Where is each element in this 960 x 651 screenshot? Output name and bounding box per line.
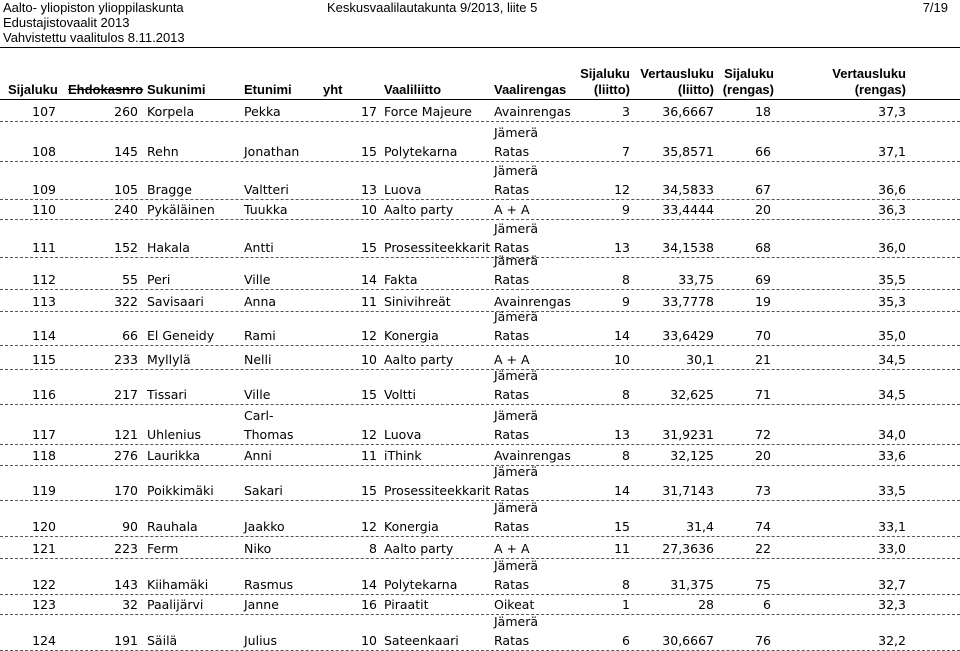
col-header-etunimi: Etunimi [244, 82, 292, 97]
cell-sijaluku-rengas: 71 [755, 387, 771, 402]
cell-vertausluku-liitto: 32,125 [670, 448, 714, 463]
cell-vaaliliitto: Aalto party [384, 352, 454, 367]
cell-yht: 15 [361, 483, 377, 498]
cell-yht: 11 [361, 294, 377, 309]
cell-etunimi: Anna [244, 294, 277, 309]
cell-sijaluku-rengas: 69 [755, 272, 771, 287]
cell-sijaluku-liitto: 11 [614, 541, 630, 556]
cell-sijaluku: 121 [32, 541, 56, 556]
row-divider [0, 369, 960, 370]
col-header-vertausluku-rengas-sub: (rengas) [854, 82, 906, 97]
row-divider [0, 161, 960, 162]
cell-sukunimi: Hakala [147, 240, 190, 255]
cell-sijaluku: 108 [32, 144, 56, 159]
cell-etunimi: Jaakko [244, 519, 285, 534]
cell-yht: 12 [361, 519, 377, 534]
cell-sijaluku-liitto: 6 [622, 633, 630, 648]
cell-etunimi: Nelli [244, 352, 272, 367]
cell-sijaluku: 117 [32, 427, 56, 442]
cell-sijaluku: 123 [32, 597, 56, 612]
row-divider [0, 257, 960, 258]
cell-vaalirengas: Ratas [494, 577, 530, 592]
cell-vertausluku-rengas: 33,1 [878, 519, 906, 534]
cell-ehdokasnro: 170 [114, 483, 138, 498]
col-header-vaalirengas: Vaalirengas [494, 82, 567, 97]
cell-vaalirengas: A + A [494, 352, 530, 367]
cell-sijaluku-liitto: 9 [622, 202, 630, 217]
cell-yht: 14 [361, 272, 377, 287]
cell-sukunimi: Laurikka [147, 448, 201, 463]
cell-vertausluku-rengas: 35,5 [878, 272, 906, 287]
cell-vertausluku-liitto: 31,375 [670, 577, 714, 592]
cell-vaalirengas: Ratas [494, 272, 530, 287]
cell-sijaluku-rengas: 76 [755, 633, 771, 648]
cell-yht: 15 [361, 144, 377, 159]
cell-vaalirengas: Oikeat [494, 597, 535, 612]
cell-vertausluku-rengas: 36,3 [878, 202, 906, 217]
cell-sijaluku-liitto: 8 [622, 448, 630, 463]
cell-sijaluku: 111 [32, 240, 56, 255]
cell-sijaluku-rengas: 74 [755, 519, 771, 534]
cell-sijaluku: 120 [32, 519, 56, 534]
row-divider [0, 614, 960, 615]
cell-sijaluku-rengas: 67 [755, 182, 771, 197]
cell-vaaliliitto: Polytekarna [384, 577, 458, 592]
cell-sijaluku: 118 [32, 448, 56, 463]
cell-sijaluku-rengas: 18 [755, 104, 771, 119]
cell-yht: 8 [369, 541, 377, 556]
cell-ehdokasnro: 121 [114, 427, 138, 442]
cell-ehdokasnro: 90 [122, 519, 138, 534]
cell-etunimi: Julius [244, 633, 277, 648]
cell-ehdokasnro: 191 [114, 633, 138, 648]
cell-vaalirengas: Jämerä [494, 558, 539, 573]
cell-vaalirengas: Ratas [494, 240, 530, 255]
cell-vertausluku-liitto: 33,6429 [662, 328, 714, 343]
cell-sijaluku-liitto: 12 [614, 182, 630, 197]
organization-name: Aalto- yliopiston ylioppilaskunta [3, 0, 184, 15]
row-divider [0, 444, 960, 445]
cell-vaalirengas: Ratas [494, 519, 530, 534]
cell-etunimi: Ville [244, 272, 271, 287]
cell-sijaluku-rengas: 73 [755, 483, 771, 498]
cell-vertausluku-rengas: 37,3 [878, 104, 906, 119]
row-divider [0, 465, 960, 466]
cell-etunimi: Tuukka [244, 202, 288, 217]
cell-sukunimi: Bragge [147, 182, 192, 197]
cell-ehdokasnro: 223 [114, 541, 138, 556]
cell-vaalirengas: Ratas [494, 144, 530, 159]
cell-sijaluku: 122 [32, 577, 56, 592]
cell-sijaluku-rengas: 75 [755, 577, 771, 592]
cell-vertausluku-rengas: 34,5 [878, 387, 906, 402]
cell-vaalirengas: Ratas [494, 633, 530, 648]
cell-sijaluku: 112 [32, 272, 56, 287]
cell-yht: 17 [361, 104, 377, 119]
cell-vaaliliitto: Sateenkaari [384, 633, 459, 648]
cell-sukunimi: Säilä [147, 633, 178, 648]
cell-sijaluku-rengas: 70 [755, 328, 771, 343]
cell-vertausluku-liitto: 34,5833 [662, 182, 714, 197]
col-header-sijaluku-rengas: Sijaluku [724, 66, 774, 81]
cell-yht: 10 [361, 352, 377, 367]
cell-yht: 10 [361, 202, 377, 217]
cell-sukunimi: Myllylä [147, 352, 191, 367]
cell-vertausluku-liitto: 31,9231 [662, 427, 714, 442]
col-header-vertausluku-liitto-sub: (liitto) [677, 82, 714, 97]
cell-ehdokasnro: 145 [114, 144, 138, 159]
cell-etunimi: Rasmus [244, 577, 294, 592]
cell-sukunimi: Rauhala [147, 519, 198, 534]
cell-vaaliliitto: Luova [384, 427, 422, 442]
cell-ehdokasnro: 260 [114, 104, 138, 119]
cell-ehdokasnro: 152 [114, 240, 138, 255]
row-divider [0, 121, 960, 122]
cell-vaaliliitto: Piraatit [384, 597, 429, 612]
cell-etunimi: Sakari [244, 483, 283, 498]
cell-vaaliliitto: Prosessiteekkarit [384, 483, 491, 498]
cell-sijaluku-liitto: 8 [622, 387, 630, 402]
row-divider [0, 558, 960, 559]
cell-vaaliliitto: Voltti [384, 387, 416, 402]
row-divider [0, 500, 960, 501]
cell-ehdokasnro: 240 [114, 202, 138, 217]
cell-vaaliliitto: Prosessiteekkarit [384, 240, 491, 255]
cell-sukunimi: Uhlenius [147, 427, 202, 442]
cell-ehdokasnro: 66 [122, 328, 138, 343]
cell-sijaluku-liitto: 15 [614, 519, 630, 534]
cell-sukunimi: Ferm [147, 541, 179, 556]
cell-sijaluku-liitto: 1 [622, 597, 630, 612]
col-header-ehdokasnro: Ehdokasnro [68, 82, 144, 97]
cell-sukunimi: Peri [147, 272, 171, 287]
cell-vaalirengas: Avainrengas [494, 294, 571, 309]
cell-sijaluku: 109 [32, 182, 56, 197]
row-divider [0, 289, 960, 290]
cell-sukunimi: Kiihamäki [147, 577, 209, 592]
cell-vaaliliitto: Sinivihreät [384, 294, 451, 309]
cell-sijaluku: 110 [32, 202, 56, 217]
cell-vaalirengas: Ratas [494, 182, 530, 197]
cell-sukunimi: Rehn [147, 144, 179, 159]
cell-etunimi: Pekka [244, 104, 281, 119]
cell-sukunimi: Paalijärvi [147, 597, 204, 612]
cell-sijaluku: 107 [32, 104, 56, 119]
cell-vertausluku-rengas: 33,0 [878, 541, 906, 556]
cell-vaaliliitto: iThink [384, 448, 422, 463]
cell-ehdokasnro: 105 [114, 182, 138, 197]
cell-vertausluku-liitto: 30,1 [686, 352, 714, 367]
cell-sijaluku: 114 [32, 328, 56, 343]
cell-yht: 13 [361, 182, 377, 197]
cell-vertausluku-liitto: 33,75 [678, 272, 714, 287]
cell-etunimi: Anni [244, 448, 272, 463]
top-rule [0, 47, 960, 48]
cell-vaalirengas: Jämerä [494, 253, 539, 268]
cell-vaaliliitto: Aalto party [384, 202, 454, 217]
cell-ehdokasnro: 276 [114, 448, 138, 463]
cell-etunimi: Janne [244, 597, 279, 612]
cell-vertausluku-liitto: 30,6667 [662, 633, 714, 648]
cell-vertausluku-liitto: 31,4 [686, 519, 714, 534]
cell-sukunimi: Pykäläinen [147, 202, 215, 217]
cell-vertausluku-liitto: 36,6667 [662, 104, 714, 119]
cell-vertausluku-rengas: 32,7 [878, 577, 906, 592]
cell-vertausluku-rengas: 36,0 [878, 240, 906, 255]
cell-sijaluku-liitto: 7 [622, 144, 630, 159]
document-reference: Keskusvaalilautakunta 9/2013, liite 5 [327, 0, 538, 15]
cell-vertausluku-rengas: 37,1 [878, 144, 906, 159]
election-name: Edustajistovaalit 2013 [3, 15, 130, 30]
cell-vertausluku-rengas: 33,6 [878, 448, 906, 463]
cell-etunimi: Ville [244, 387, 271, 402]
cell-vaalirengas: Jämerä [494, 125, 539, 140]
cell-sukunimi: Poikkimäki [147, 483, 214, 498]
cell-vertausluku-liitto: 35,8571 [662, 144, 714, 159]
row-divider [0, 345, 960, 346]
cell-vaalirengas: Ratas [494, 427, 530, 442]
cell-vaaliliitto: Konergia [384, 519, 439, 534]
cell-yht: 15 [361, 240, 377, 255]
cell-sijaluku-rengas: 72 [755, 427, 771, 442]
cell-etunimi: Carl- [244, 408, 274, 423]
cell-etunimi: Rami [244, 328, 276, 343]
cell-sijaluku-liitto: 13 [614, 427, 630, 442]
cell-sijaluku-rengas: 19 [755, 294, 771, 309]
cell-vaalirengas: Avainrengas [494, 104, 571, 119]
cell-vaaliliitto: Polytekarna [384, 144, 458, 159]
cell-vaalirengas: Jämerä [494, 464, 539, 479]
cell-ehdokasnro: 233 [114, 352, 138, 367]
cell-etunimi: Niko [244, 541, 272, 556]
cell-etunimi: Antti [244, 240, 274, 255]
cell-sijaluku-rengas: 22 [755, 541, 771, 556]
cell-sijaluku-rengas: 20 [755, 448, 771, 463]
col-header-sijaluku-liitto: Sijaluku [580, 66, 630, 81]
cell-vertausluku-rengas: 34,5 [878, 352, 906, 367]
row-divider [0, 536, 960, 537]
row-divider [0, 404, 960, 405]
col-header-vertausluku-rengas: Vertausluku [832, 66, 906, 81]
cell-vaalirengas: Jämerä [494, 309, 539, 324]
cell-etunimi: Thomas [244, 427, 294, 442]
cell-sijaluku-liitto: 8 [622, 272, 630, 287]
cell-sijaluku-liitto: 14 [614, 328, 630, 343]
cell-yht: 11 [361, 448, 377, 463]
cell-vertausluku-liitto: 33,7778 [662, 294, 714, 309]
header-rule [0, 99, 960, 100]
cell-ehdokasnro: 217 [114, 387, 138, 402]
cell-vaalirengas: A + A [494, 202, 530, 217]
result-confirmed-date: Vahvistettu vaalitulos 8.11.2013 [3, 30, 185, 45]
cell-sijaluku-rengas: 20 [755, 202, 771, 217]
cell-yht: 12 [361, 427, 377, 442]
cell-vaalirengas: Jämerä [494, 163, 539, 178]
col-header-sijaluku-liitto-sub: (liitto) [593, 82, 630, 97]
cell-yht: 15 [361, 387, 377, 402]
cell-vertausluku-liitto: 32,625 [670, 387, 714, 402]
cell-sijaluku-liitto: 13 [614, 240, 630, 255]
cell-vertausluku-liitto: 33,4444 [662, 202, 714, 217]
cell-sijaluku-liitto: 14 [614, 483, 630, 498]
row-divider [0, 594, 960, 595]
cell-vertausluku-liitto: 28 [698, 597, 714, 612]
row-divider [0, 219, 960, 220]
cell-sijaluku-rengas: 6 [763, 597, 771, 612]
cell-sijaluku: 124 [32, 633, 56, 648]
cell-vertausluku-rengas: 36,6 [878, 182, 906, 197]
cell-vaalirengas: Jämerä [494, 500, 539, 515]
cell-sijaluku-rengas: 68 [755, 240, 771, 255]
cell-vaalirengas: A + A [494, 541, 530, 556]
cell-vaaliliitto: Force Majeure [384, 104, 472, 119]
cell-vertausluku-liitto: 34,1538 [662, 240, 714, 255]
cell-etunimi: Valtteri [244, 182, 289, 197]
cell-sijaluku-liitto: 9 [622, 294, 630, 309]
cell-ehdokasnro: 32 [122, 597, 138, 612]
col-header-sukunimi: Sukunimi [147, 82, 206, 97]
cell-yht: 10 [361, 633, 377, 648]
cell-sijaluku: 113 [32, 294, 56, 309]
cell-vertausluku-rengas: 35,0 [878, 328, 906, 343]
cell-vaalirengas: Jämerä [494, 368, 539, 383]
cell-sijaluku: 119 [32, 483, 56, 498]
cell-sijaluku: 116 [32, 387, 56, 402]
row-divider [0, 311, 960, 312]
cell-ehdokasnro: 143 [114, 577, 138, 592]
cell-vaaliliitto: Luova [384, 182, 422, 197]
cell-sijaluku-rengas: 21 [755, 352, 771, 367]
cell-yht: 16 [361, 597, 377, 612]
col-header-yht: yht [323, 82, 343, 97]
cell-ehdokasnro: 55 [122, 272, 138, 287]
cell-vaaliliitto: Fakta [384, 272, 418, 287]
cell-vertausluku-liitto: 27,3636 [662, 541, 714, 556]
cell-sijaluku-rengas: 66 [755, 144, 771, 159]
cell-vaalirengas: Ratas [494, 328, 530, 343]
cell-vaalirengas: Ratas [494, 387, 530, 402]
cell-sijaluku-liitto: 8 [622, 577, 630, 592]
cell-sukunimi: El Geneidy [147, 328, 215, 343]
col-header-vaaliliitto: Vaaliliitto [384, 82, 442, 97]
page-number: 7/19 [922, 0, 948, 15]
cell-vertausluku-rengas: 35,3 [878, 294, 906, 309]
cell-vertausluku-liitto: 31,7143 [662, 483, 714, 498]
col-header-sijaluku: Sijaluku [8, 82, 58, 97]
cell-yht: 14 [361, 577, 377, 592]
cell-vaalirengas: Jämerä [494, 614, 539, 629]
col-header-sijaluku-rengas-sub: (rengas) [722, 82, 774, 97]
cell-vertausluku-rengas: 32,3 [878, 597, 906, 612]
cell-vaaliliitto: Aalto party [384, 541, 454, 556]
cell-vaalirengas: Avainrengas [494, 448, 571, 463]
cell-yht: 12 [361, 328, 377, 343]
cell-vaalirengas: Jämerä [494, 408, 539, 423]
cell-ehdokasnro: 322 [114, 294, 138, 309]
cell-sijaluku-liitto: 3 [622, 104, 630, 119]
cell-vertausluku-rengas: 32,2 [878, 633, 906, 648]
cell-sukunimi: Korpela [147, 104, 195, 119]
cell-sijaluku: 115 [32, 352, 56, 367]
cell-sukunimi: Savisaari [147, 294, 204, 309]
cell-vaalirengas: Ratas [494, 483, 530, 498]
cell-vaaliliitto: Konergia [384, 328, 439, 343]
cell-sijaluku-liitto: 10 [614, 352, 630, 367]
cell-etunimi: Jonathan [244, 144, 300, 159]
cell-vertausluku-rengas: 33,5 [878, 483, 906, 498]
cell-sukunimi: Tissari [147, 387, 188, 402]
cell-vaalirengas: Jämerä [494, 221, 539, 236]
row-divider [0, 199, 960, 200]
col-header-vertausluku-liitto: Vertausluku [640, 66, 714, 81]
cell-vertausluku-rengas: 34,0 [878, 427, 906, 442]
